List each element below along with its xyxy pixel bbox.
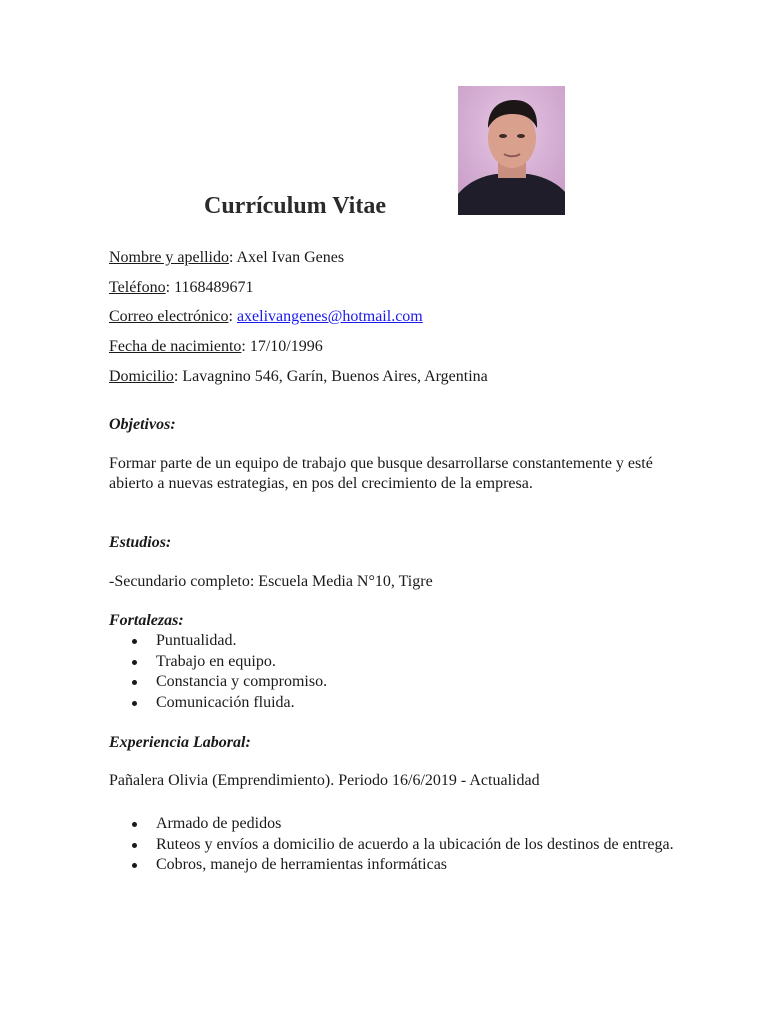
email-link[interactable]: axelivangenes@hotmail.com xyxy=(236,308,423,325)
phone-label: Teléfono xyxy=(109,279,166,296)
profile-photo-image xyxy=(458,86,565,215)
list-item: Puntualidad. xyxy=(109,631,676,652)
objetivos-heading: Objetivos: xyxy=(109,416,176,433)
fortalezas-heading: Fortalezas: xyxy=(109,612,184,629)
phone-line xyxy=(109,278,254,298)
phone-value: : 1168489671 xyxy=(165,279,254,296)
name-label: Nombre y apellido xyxy=(109,249,229,266)
objetivos-text: Formar parte de un equipo de trabajo que busque desarrollarse constantemente y esté abierto a nuevas estrategias, en pos del crecimiento de la empresa. xyxy=(109,455,653,492)
name-value: : Axel Ivan Genes xyxy=(228,249,345,266)
experiencia-heading: Experiencia Laboral: xyxy=(109,734,251,751)
birth-line xyxy=(109,337,323,357)
address-label: Domicilio xyxy=(109,368,174,385)
email-label: Correo electrónico xyxy=(109,308,229,325)
email-line xyxy=(109,307,423,327)
job-line: Pañalera Olivia (Emprendimiento). Periodo 16/6/2019 - Actualidad xyxy=(109,772,540,789)
birth-value: : 17/10/1996 xyxy=(241,338,323,355)
address-line xyxy=(109,367,488,387)
address-value: : Lavagnino 546, Garín, Buenos Aires, Argentina xyxy=(173,368,488,385)
list-item: Constancia y compromiso. xyxy=(109,672,676,693)
email-separator: : xyxy=(228,308,237,325)
list-item: Trabajo en equipo. xyxy=(109,652,676,673)
estudios-text: -Secundario completo: Escuela Media N°10, Tigre xyxy=(109,573,433,590)
birth-label: Fecha de nacimiento xyxy=(109,338,242,355)
experiencia-list xyxy=(109,814,676,876)
page-title: Currículum Vitae xyxy=(204,193,386,219)
list-item: Cobros, manejo de herramientas informáticas xyxy=(109,855,676,876)
list-item: Armado de pedidos xyxy=(109,814,676,835)
list-item: Comunicación fluida. xyxy=(109,693,676,714)
fortalezas-list xyxy=(109,631,676,713)
profile-photo xyxy=(458,86,565,215)
name-line xyxy=(109,248,344,268)
list-item: Ruteos y envíos a domicilio de acuerdo a la ubicación de los destinos de entrega. xyxy=(109,835,676,856)
estudios-heading: Estudios: xyxy=(109,534,172,551)
